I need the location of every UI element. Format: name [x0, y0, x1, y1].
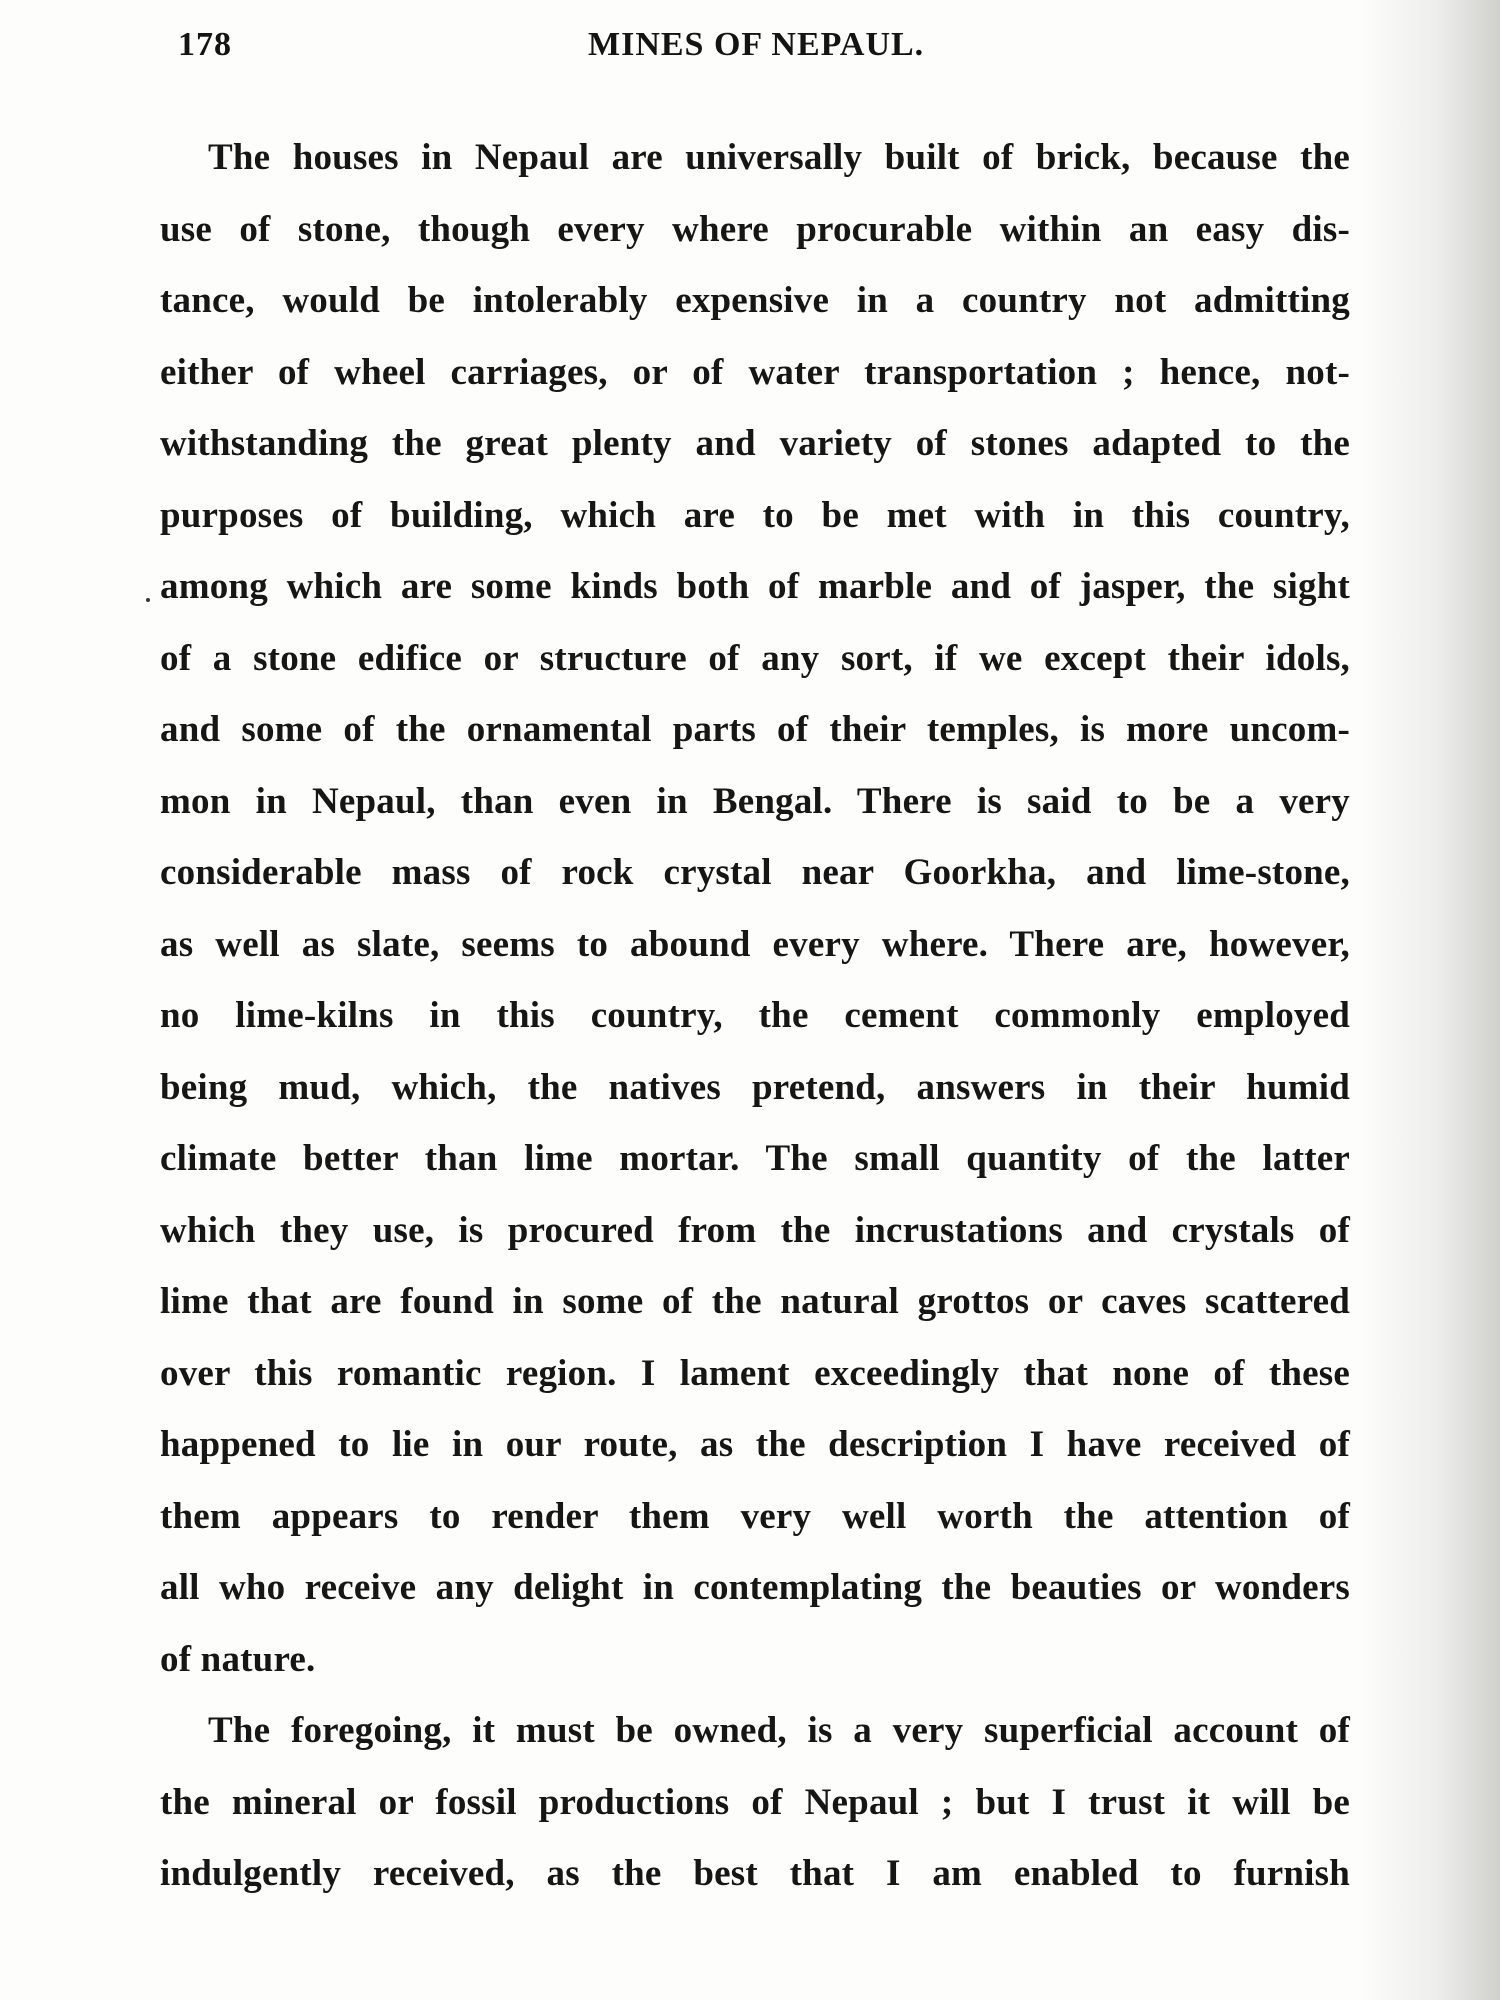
text-line: considerable mass of rock crystal near Goorkha, and lime-stone, [160, 852, 1350, 893]
text-line: indulgently received, as the best that I am enabled to furnish [160, 1853, 1350, 1894]
page-gutter-shadow [1360, 0, 1500, 2000]
text-line: which they use, is procured from the incrustations and crystals of [160, 1209, 1350, 1251]
text-line: all who receive any delight in contemplating the beauties or wonders [160, 1567, 1350, 1608]
body-text [160, 122, 1350, 1910]
running-head [178, 26, 1008, 76]
running-title: MINES OF NEPAUL. [588, 26, 925, 63]
text-line: over this romantic region. I lament exceedingly that none of these [160, 1352, 1350, 1394]
text-line: being mud, which, the natives pretend, answers in their humid [160, 1066, 1350, 1108]
text-line: tance, would be intolerably expensive in a country not admitting [160, 280, 1350, 321]
text-line: mon in Nepaul, than even in Bengal. There is said to be a very [160, 780, 1350, 822]
text-line: as well as slate, seems to abound every where. There are, however, [160, 923, 1350, 965]
text-line: use of stone, though every where procurable within an easy dis- [160, 208, 1350, 250]
text-line: of nature. [160, 1638, 316, 1680]
text-line: and some of the ornamental parts of their temples, is more uncom- [160, 709, 1350, 750]
ink-speck [146, 598, 150, 602]
text-line: lime that are found in some of the natural grottos or caves scattered [160, 1281, 1350, 1322]
text-line: either of wheel carriages, or of water transportation ; hence, not- [160, 351, 1350, 393]
text-line: The houses in Nepaul are universally built of brick, because the [208, 137, 1350, 178]
text-line: among which are some kinds both of marble and of jasper, the sight [160, 566, 1350, 607]
text-line: them appears to render them very well worth the attention of [160, 1495, 1350, 1537]
text-line: The foregoing, it must be owned, is a very superficial account of [208, 1710, 1350, 1751]
paragraph-1 [160, 122, 1350, 1695]
text-line: withstanding the great plenty and variety of stones adapted to the [160, 423, 1350, 464]
text-line: no lime-kilns in this country, the cement commonly employed [160, 995, 1350, 1036]
text-line: climate better than lime mortar. The small quantity of the latter [160, 1138, 1350, 1179]
paragraph-2 [160, 1695, 1350, 1910]
text-line: happened to lie in our route, as the description I have received of [160, 1424, 1350, 1465]
text-line: the mineral or fossil productions of Nepaul ; but I trust it will be [160, 1781, 1350, 1823]
text-line: purposes of building, which are to be met with in this country, [160, 494, 1350, 536]
page-number: 178 [178, 26, 232, 63]
text-line: of a stone edifice or structure of any sort, if we except their idols, [160, 637, 1350, 679]
